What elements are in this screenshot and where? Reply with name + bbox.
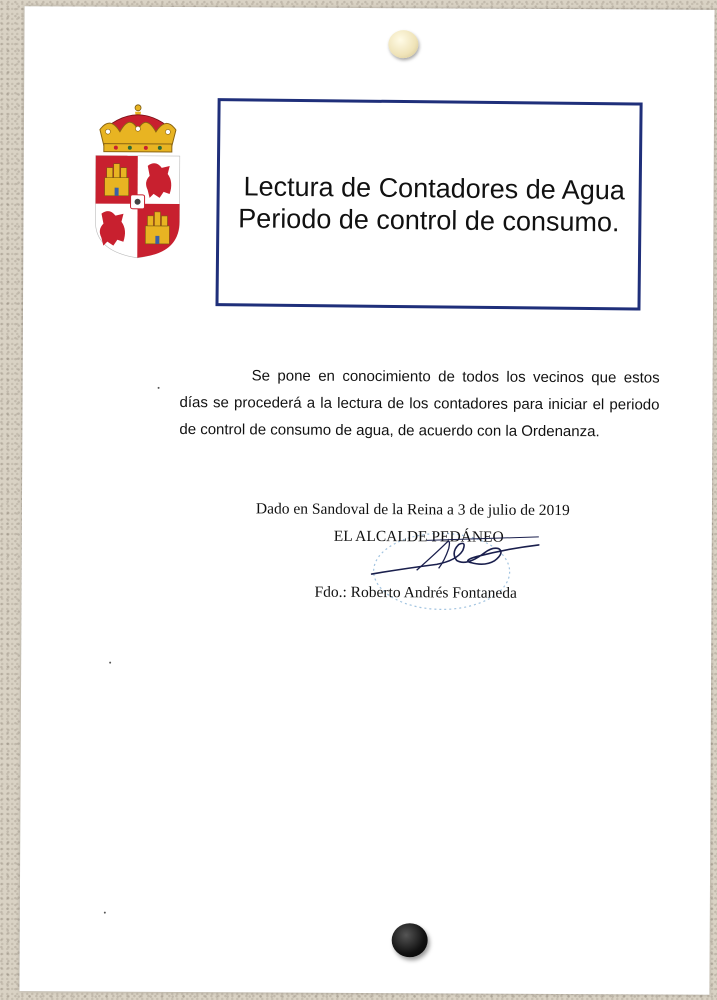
signature-icon — [367, 530, 542, 583]
coat-of-arms-icon — [89, 102, 186, 261]
notice-paper — [19, 6, 714, 995]
notice-title-box — [215, 98, 642, 310]
date-line: Dado en Sandoval de la Reina a 3 de julio de 2019 — [255, 500, 570, 520]
paper-speck — [104, 912, 106, 914]
signer-name: Fdo.: Roberto Andrés Fontaneda — [314, 583, 517, 602]
thumbtack-icon — [388, 30, 418, 58]
thumbtack-icon — [392, 923, 428, 957]
notice-body: Se pone en conocimiento de todos los vecinos que estos días se procederá a la lectura de los contadores para iniciar el periodo de control de consumo de agua, de acuerdo con la Ordenanza. — [179, 367, 660, 441]
notice-title-line-1: Lectura de Contadores de Agua — [243, 171, 626, 206]
notice-title-line-2: Periodo de control de consumo. — [238, 203, 620, 238]
paper-speck — [158, 387, 160, 389]
signer-role: EL ALCALDE PEDÁNEO — [333, 527, 504, 546]
paper-speck — [109, 662, 111, 664]
